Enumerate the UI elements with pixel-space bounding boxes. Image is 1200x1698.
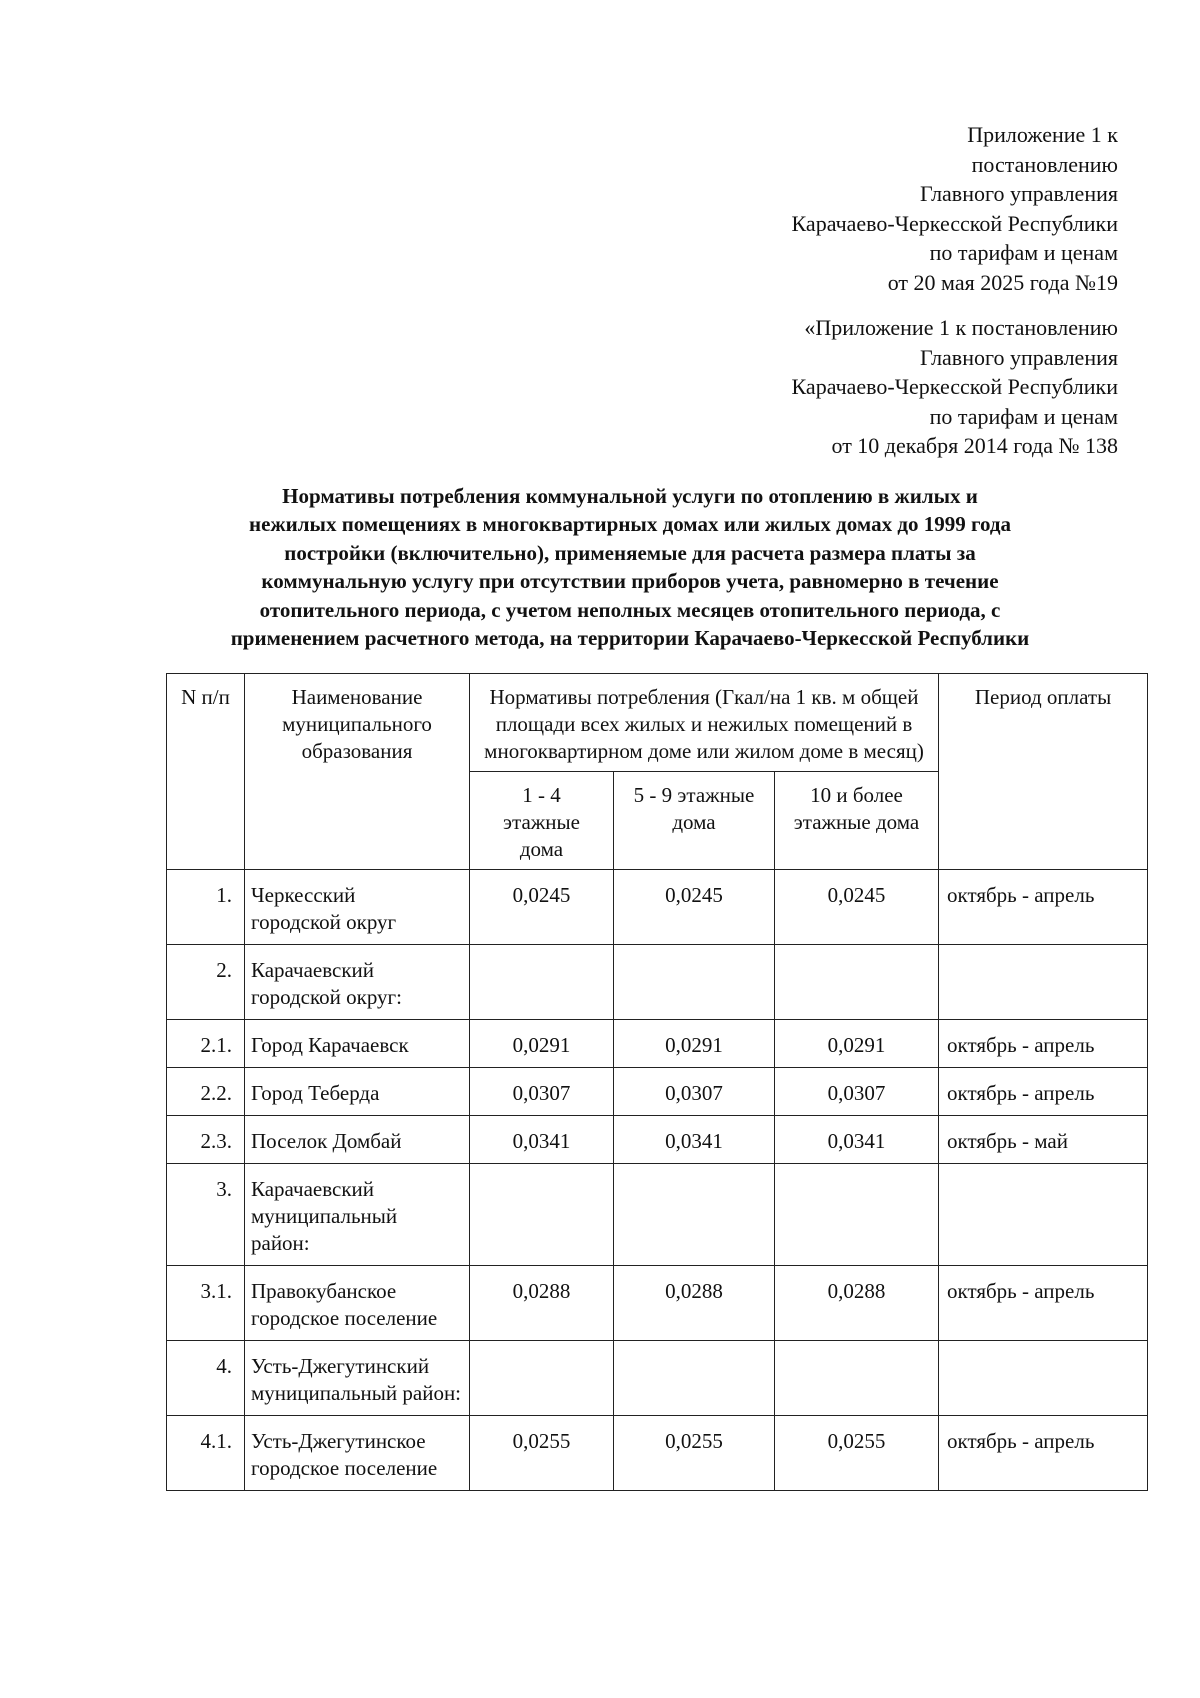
title-line: отопительного периода, с учетом неполных месяцев отопительного периода, с	[259, 597, 1001, 622]
row-number: 4.1.	[167, 1416, 245, 1491]
table-row	[167, 1266, 1148, 1341]
row-value-10: 0,0307	[775, 1068, 939, 1116]
document-title	[150, 482, 1110, 652]
title-line: нежилых помещениях в многоквартирных домах или жилых домах до 1999 года	[249, 512, 1011, 537]
row-number: 3.	[167, 1164, 245, 1266]
annex-line: по тарифам и ценам	[929, 403, 1118, 429]
norms-table	[166, 673, 1148, 1491]
header-norms: Нормативы потребления (Гкал/на 1 кв. м общей площади всех жилых и нежилых помещений в многоквартирном доме или жилом доме в месяц)	[470, 674, 939, 772]
annex-line: Приложение 1 к	[967, 122, 1118, 147]
title-line: применением расчетного метода, на территории Карачаево-Черкесской Республики	[230, 626, 1030, 651]
row-period: октябрь - апрель	[939, 870, 1148, 945]
row-value-10	[775, 1341, 939, 1416]
table-row	[167, 1164, 1148, 1266]
row-value-1-4	[470, 945, 614, 1020]
row-value-10: 0,0255	[775, 1416, 939, 1491]
annex-line: Карачаево-Черкесской Республики	[791, 374, 1118, 399]
row-number: 2.1.	[167, 1020, 245, 1068]
header-name: Наименование муниципального образования	[245, 674, 470, 870]
table-row	[167, 870, 1148, 945]
row-municipality: Правокубанское городское поселение	[245, 1266, 470, 1341]
header-floors-1-4: 1 - 4 этажные дома	[470, 772, 614, 870]
header-number: N п/п	[167, 674, 245, 870]
table-row	[167, 1341, 1148, 1416]
row-value-1-4	[470, 1164, 614, 1266]
header-floors-5-9: 5 - 9 этажные дома	[614, 772, 775, 870]
table-row	[167, 1416, 1148, 1491]
row-value-1-4	[470, 1341, 614, 1416]
title-line: Нормативы потребления коммунальной услуги по отоплению в жилых и	[282, 484, 978, 508]
row-value-1-4: 0,0245	[470, 870, 614, 945]
row-municipality: Город Теберда	[245, 1068, 470, 1116]
row-number: 4.	[167, 1341, 245, 1416]
row-municipality: Город Карачаевск	[245, 1020, 470, 1068]
header-floors-10: 10 и более этажные дома	[775, 772, 939, 870]
row-period	[939, 945, 1148, 1020]
row-value-5-9: 0,0341	[614, 1116, 775, 1164]
row-municipality: Черкесский городской округ	[245, 870, 470, 945]
row-value-1-4: 0,0288	[470, 1266, 614, 1341]
row-number: 2.2.	[167, 1068, 245, 1116]
annex-line: Карачаево-Черкесской Республики	[791, 210, 1118, 236]
title-line: постройки (включительно), применяемые для расчета размера платы за	[284, 540, 976, 565]
table-row	[167, 1068, 1148, 1116]
row-period: октябрь - апрель	[939, 1416, 1148, 1491]
row-period: октябрь - май	[939, 1116, 1148, 1164]
row-value-5-9	[614, 1164, 775, 1266]
row-value-5-9: 0,0255	[614, 1416, 775, 1491]
row-value-5-9: 0,0245	[614, 870, 775, 945]
row-municipality: Поселок Домбай	[245, 1116, 470, 1164]
title-line: коммунальную услугу при отсутствии приборов учета, равномерно в течение	[261, 569, 999, 594]
row-value-10	[775, 1164, 939, 1266]
row-number: 2.	[167, 945, 245, 1020]
row-value-10: 0,0291	[775, 1020, 939, 1068]
annex-current-header	[792, 120, 1118, 297]
annex-line: «Приложение 1 к постановлению	[804, 315, 1118, 340]
row-value-10	[775, 945, 939, 1020]
row-period	[939, 1164, 1148, 1266]
row-value-5-9: 0,0288	[614, 1266, 775, 1341]
row-number: 3.1.	[167, 1266, 245, 1341]
row-value-1-4: 0,0291	[470, 1020, 614, 1068]
row-municipality: Усть-Джегутинский муниципальный район:	[245, 1341, 470, 1416]
row-number: 2.3.	[167, 1116, 245, 1164]
annex-line: Главного управления	[920, 344, 1118, 370]
row-value-5-9: 0,0307	[614, 1068, 775, 1116]
row-municipality: Карачаевский муниципальный район:	[245, 1164, 470, 1266]
row-municipality: Усть-Джегутинское городское поселение	[245, 1416, 470, 1491]
row-municipality: Карачаевский городской округ:	[245, 945, 470, 1020]
row-period	[939, 1341, 1148, 1416]
row-period: октябрь - апрель	[939, 1068, 1148, 1116]
annex-line: от 10 декабря 2014 года № 138	[831, 433, 1118, 458]
annex-line: Главного управления	[920, 181, 1118, 206]
row-value-10: 0,0245	[775, 870, 939, 945]
row-number: 1.	[167, 870, 245, 945]
row-value-1-4: 0,0307	[470, 1068, 614, 1116]
row-value-5-9	[614, 1341, 775, 1416]
row-value-10: 0,0288	[775, 1266, 939, 1341]
table-row	[167, 945, 1148, 1020]
row-value-5-9: 0,0291	[614, 1020, 775, 1068]
row-value-1-4: 0,0341	[470, 1116, 614, 1164]
table-row	[167, 1116, 1148, 1164]
annex-original-header	[792, 313, 1118, 461]
header-period: Период оплаты	[939, 674, 1148, 870]
row-value-5-9	[614, 945, 775, 1020]
row-period: октябрь - апрель	[939, 1020, 1148, 1068]
row-value-10: 0,0341	[775, 1116, 939, 1164]
row-period: октябрь - апрель	[939, 1266, 1148, 1341]
annex-line: постановлению	[971, 151, 1118, 177]
table-row	[167, 1020, 1148, 1068]
row-value-1-4: 0,0255	[470, 1416, 614, 1491]
annex-line: от 20 мая 2025 года №19	[887, 269, 1118, 295]
annex-line: по тарифам и ценам	[929, 240, 1118, 265]
